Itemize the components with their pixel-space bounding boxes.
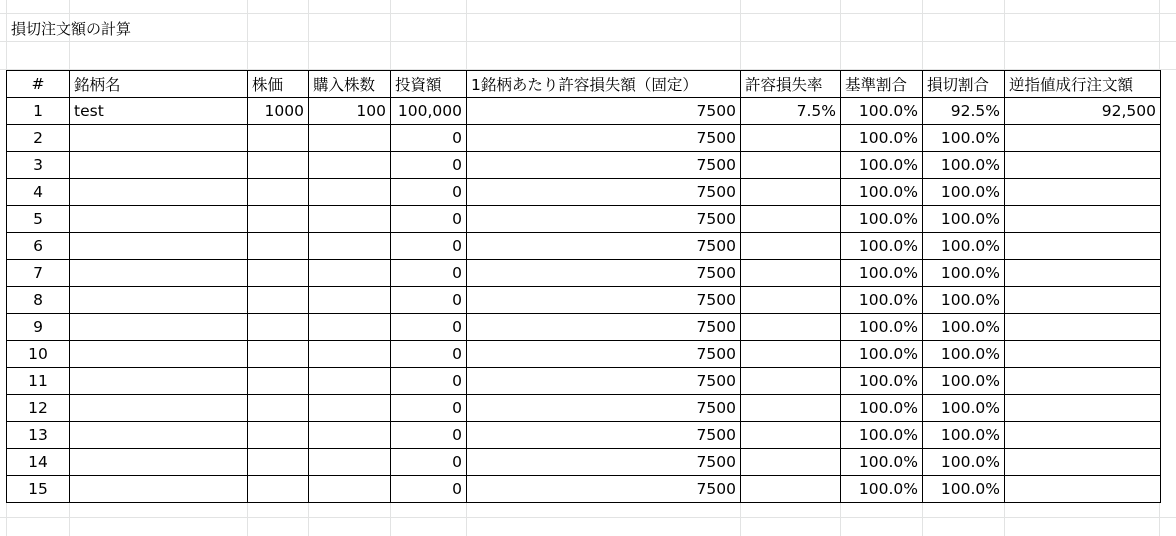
cell-stop-order-amount[interactable] [1005, 368, 1161, 395]
cell-shares[interactable] [309, 395, 391, 422]
cell-number[interactable]: 3 [7, 152, 70, 179]
cell-loss-rate[interactable] [741, 476, 841, 503]
table-row [7, 314, 1161, 341]
cell-stop-order-amount[interactable] [1005, 260, 1161, 287]
cell-investment[interactable]: 0 [391, 422, 467, 449]
header-cell-stop-order-amount[interactable]: 逆指値成行注文額 [1005, 71, 1161, 98]
header-cell-loss-rate[interactable]: 許容損失率 [741, 71, 841, 98]
cell-number[interactable]: 6 [7, 233, 70, 260]
cell-stock-name[interactable]: test [70, 98, 248, 125]
table-row [7, 287, 1161, 314]
header-cell-number[interactable]: # [7, 71, 70, 98]
cell-stock-name[interactable] [70, 476, 248, 503]
cell-stop-order-amount[interactable] [1005, 422, 1161, 449]
cell-loss-rate[interactable] [741, 395, 841, 422]
header-cell-stop-ratio[interactable]: 損切割合 [923, 71, 1005, 98]
cell-allowed-loss[interactable]: 7500 [467, 206, 741, 233]
cell-loss-rate[interactable] [741, 179, 841, 206]
cell-stock-name[interactable] [70, 152, 248, 179]
header-cell-shares[interactable]: 購入株数 [309, 71, 391, 98]
table-body [7, 98, 1161, 503]
cell-allowed-loss[interactable]: 7500 [467, 395, 741, 422]
cell-price[interactable] [248, 314, 309, 341]
cell-number[interactable]: 12 [7, 395, 70, 422]
cell-shares[interactable] [309, 476, 391, 503]
cell-price[interactable] [248, 449, 309, 476]
cell-number[interactable]: 7 [7, 260, 70, 287]
cell-base-ratio[interactable]: 100.0% [841, 287, 923, 314]
cell-allowed-loss[interactable]: 7500 [467, 341, 741, 368]
cell-stop-ratio[interactable]: 100.0% [923, 395, 1005, 422]
cell-shares[interactable] [309, 125, 391, 152]
cell-stop-order-amount[interactable] [1005, 125, 1161, 152]
cell-number[interactable]: 15 [7, 476, 70, 503]
cell-number[interactable]: 11 [7, 368, 70, 395]
cell-stop-ratio[interactable]: 100.0% [923, 260, 1005, 287]
cell-shares[interactable] [309, 179, 391, 206]
cell-allowed-loss[interactable]: 7500 [467, 314, 741, 341]
cell-stop-ratio[interactable]: 100.0% [923, 152, 1005, 179]
cell-base-ratio[interactable]: 100.0% [841, 395, 923, 422]
cell-shares[interactable] [309, 422, 391, 449]
cell-stop-order-amount[interactable] [1005, 152, 1161, 179]
cell-shares[interactable] [309, 233, 391, 260]
header-row [7, 71, 1161, 98]
cell-price[interactable] [248, 476, 309, 503]
cell-base-ratio[interactable]: 100.0% [841, 260, 923, 287]
cell-shares[interactable] [309, 314, 391, 341]
sheet-title[interactable]: 損切注文額の計算 [11, 20, 132, 38]
cell-stop-order-amount[interactable] [1005, 287, 1161, 314]
cell-stock-name[interactable] [70, 368, 248, 395]
table-row [7, 206, 1161, 233]
cell-stop-ratio[interactable]: 100.0% [923, 206, 1005, 233]
cell-price[interactable] [248, 152, 309, 179]
cell-base-ratio[interactable]: 100.0% [841, 98, 923, 125]
cell-number[interactable]: 8 [7, 287, 70, 314]
header-cell-base-ratio[interactable]: 基準割合 [841, 71, 923, 98]
cell-stop-ratio[interactable]: 100.0% [923, 179, 1005, 206]
cell-investment[interactable]: 0 [391, 341, 467, 368]
cell-allowed-loss[interactable]: 7500 [467, 98, 741, 125]
cell-investment[interactable]: 0 [391, 368, 467, 395]
cell-stop-ratio[interactable]: 100.0% [923, 476, 1005, 503]
cell-stock-name[interactable] [70, 287, 248, 314]
cell-stop-ratio[interactable]: 100.0% [923, 368, 1005, 395]
cell-base-ratio[interactable]: 100.0% [841, 233, 923, 260]
cell-allowed-loss[interactable]: 7500 [467, 368, 741, 395]
cell-shares[interactable] [309, 449, 391, 476]
cell-number[interactable]: 14 [7, 449, 70, 476]
cell-price[interactable] [248, 395, 309, 422]
cell-base-ratio[interactable]: 100.0% [841, 179, 923, 206]
cell-price[interactable] [248, 422, 309, 449]
cell-investment[interactable]: 0 [391, 233, 467, 260]
header-cell-investment[interactable]: 投資額 [391, 71, 467, 98]
cell-base-ratio[interactable]: 100.0% [841, 314, 923, 341]
cell-loss-rate[interactable]: 7.5% [741, 98, 841, 125]
cell-allowed-loss[interactable]: 7500 [467, 152, 741, 179]
cell-price[interactable] [248, 206, 309, 233]
cell-investment[interactable]: 0 [391, 476, 467, 503]
cell-investment[interactable]: 0 [391, 287, 467, 314]
header-cell-price[interactable]: 株価 [248, 71, 309, 98]
cell-stop-ratio[interactable]: 92.5% [923, 98, 1005, 125]
cell-investment[interactable]: 0 [391, 449, 467, 476]
cell-base-ratio[interactable]: 100.0% [841, 368, 923, 395]
table-row [7, 260, 1161, 287]
cell-stop-ratio[interactable]: 100.0% [923, 341, 1005, 368]
cell-loss-rate[interactable] [741, 260, 841, 287]
stop-loss-table [6, 70, 1161, 503]
cell-number[interactable]: 13 [7, 422, 70, 449]
cell-stop-order-amount[interactable] [1005, 341, 1161, 368]
cell-stock-name[interactable] [70, 422, 248, 449]
table-row [7, 98, 1161, 125]
cell-investment[interactable]: 0 [391, 260, 467, 287]
cell-stock-name[interactable] [70, 206, 248, 233]
cell-shares[interactable] [309, 152, 391, 179]
table-row [7, 233, 1161, 260]
table-row [7, 476, 1161, 503]
cell-investment[interactable]: 0 [391, 125, 467, 152]
cell-shares[interactable]: 100 [309, 98, 391, 125]
cell-base-ratio[interactable]: 100.0% [841, 206, 923, 233]
cell-base-ratio[interactable]: 100.0% [841, 341, 923, 368]
table-row [7, 422, 1161, 449]
cell-investment[interactable]: 0 [391, 179, 467, 206]
cell-allowed-loss[interactable]: 7500 [467, 287, 741, 314]
cell-stock-name[interactable] [70, 341, 248, 368]
cell-price[interactable] [248, 233, 309, 260]
cell-stock-name[interactable] [70, 125, 248, 152]
cell-allowed-loss[interactable]: 7500 [467, 125, 741, 152]
cell-loss-rate[interactable] [741, 287, 841, 314]
cell-stop-ratio[interactable]: 100.0% [923, 449, 1005, 476]
cell-investment[interactable]: 0 [391, 206, 467, 233]
cell-loss-rate[interactable] [741, 206, 841, 233]
cell-stop-order-amount[interactable] [1005, 449, 1161, 476]
cell-loss-rate[interactable] [741, 422, 841, 449]
cell-price[interactable] [248, 341, 309, 368]
cell-allowed-loss[interactable]: 7500 [467, 476, 741, 503]
header-cell-stock-name[interactable]: 銘柄名 [70, 71, 248, 98]
table-row [7, 179, 1161, 206]
cell-stop-order-amount[interactable] [1005, 206, 1161, 233]
cell-investment[interactable]: 0 [391, 395, 467, 422]
cell-loss-rate[interactable] [741, 125, 841, 152]
cell-number[interactable]: 1 [7, 98, 70, 125]
cell-number[interactable]: 5 [7, 206, 70, 233]
cell-allowed-loss[interactable]: 7500 [467, 179, 741, 206]
cell-price[interactable]: 1000 [248, 98, 309, 125]
cell-allowed-loss[interactable]: 7500 [467, 449, 741, 476]
cell-loss-rate[interactable] [741, 449, 841, 476]
cell-base-ratio[interactable]: 100.0% [841, 449, 923, 476]
cell-number[interactable]: 4 [7, 179, 70, 206]
cell-stop-order-amount[interactable] [1005, 395, 1161, 422]
cell-allowed-loss[interactable]: 7500 [467, 260, 741, 287]
cell-price[interactable] [248, 287, 309, 314]
cell-stop-order-amount[interactable] [1005, 233, 1161, 260]
cell-stop-order-amount[interactable] [1005, 179, 1161, 206]
cell-stock-name[interactable] [70, 260, 248, 287]
cell-stop-order-amount[interactable]: 92,500 [1005, 98, 1161, 125]
cell-allowed-loss[interactable]: 7500 [467, 233, 741, 260]
cell-stop-ratio[interactable]: 100.0% [923, 233, 1005, 260]
cell-number[interactable]: 9 [7, 314, 70, 341]
cell-price[interactable] [248, 125, 309, 152]
cell-number[interactable]: 10 [7, 341, 70, 368]
cell-stock-name[interactable] [70, 395, 248, 422]
cell-loss-rate[interactable] [741, 233, 841, 260]
cell-price[interactable] [248, 260, 309, 287]
table-row [7, 368, 1161, 395]
cell-stop-order-amount[interactable] [1005, 476, 1161, 503]
cell-investment[interactable]: 100,000 [391, 98, 467, 125]
cell-price[interactable] [248, 179, 309, 206]
cell-shares[interactable] [309, 287, 391, 314]
cell-stock-name[interactable] [70, 179, 248, 206]
table-row [7, 395, 1161, 422]
table-row [7, 449, 1161, 476]
cell-allowed-loss[interactable]: 7500 [467, 422, 741, 449]
cell-stop-ratio[interactable]: 100.0% [923, 287, 1005, 314]
cell-investment[interactable]: 0 [391, 152, 467, 179]
cell-loss-rate[interactable] [741, 314, 841, 341]
cell-base-ratio[interactable]: 100.0% [841, 422, 923, 449]
cell-stop-order-amount[interactable] [1005, 314, 1161, 341]
cell-stock-name[interactable] [70, 314, 248, 341]
cell-loss-rate[interactable] [741, 152, 841, 179]
cell-loss-rate[interactable] [741, 368, 841, 395]
cell-shares[interactable] [309, 260, 391, 287]
table-row [7, 152, 1161, 179]
cell-shares[interactable] [309, 341, 391, 368]
cell-base-ratio[interactable]: 100.0% [841, 125, 923, 152]
cell-shares[interactable] [309, 368, 391, 395]
cell-stock-name[interactable] [70, 233, 248, 260]
cell-stop-ratio[interactable]: 100.0% [923, 314, 1005, 341]
table-row [7, 125, 1161, 152]
header-cell-allowed-loss[interactable]: 1銘柄あたり許容損失額（固定） [467, 71, 741, 98]
cell-price[interactable] [248, 368, 309, 395]
cell-investment[interactable]: 0 [391, 314, 467, 341]
table-row [7, 341, 1161, 368]
cell-loss-rate[interactable] [741, 341, 841, 368]
cell-number[interactable]: 2 [7, 125, 70, 152]
cell-stop-ratio[interactable]: 100.0% [923, 125, 1005, 152]
cell-shares[interactable] [309, 206, 391, 233]
cell-stop-ratio[interactable]: 100.0% [923, 422, 1005, 449]
cell-base-ratio[interactable]: 100.0% [841, 476, 923, 503]
cell-stock-name[interactable] [70, 449, 248, 476]
cell-base-ratio[interactable]: 100.0% [841, 152, 923, 179]
